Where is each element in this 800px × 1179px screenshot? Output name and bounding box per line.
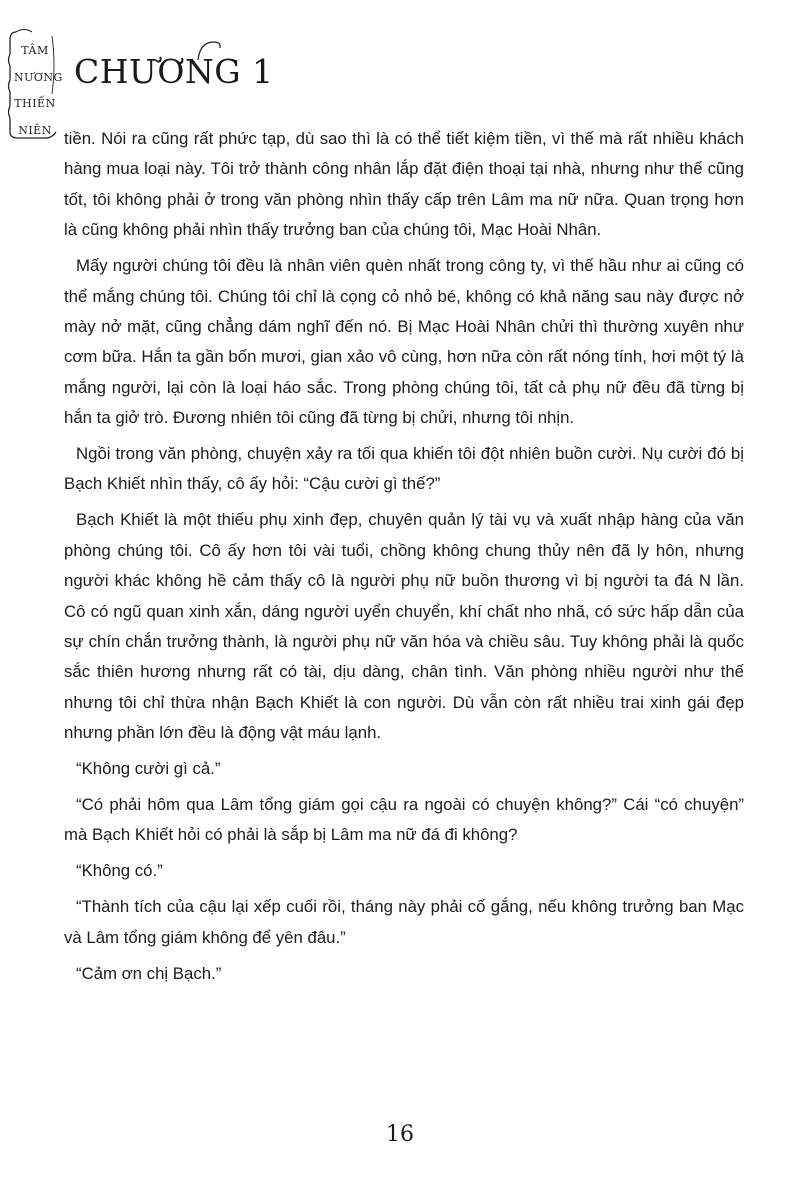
dialogue-line: “Thành tích của cậu lại xếp cuối rồi, tháng này phải cố gắng, nếu không trưởng ban Mạc và Lâm tổng giám không để yên đâu.” bbox=[64, 897, 744, 947]
paragraph: Mấy người chúng tôi đều là nhân viên quèn nhất trong công ty, vì thế hầu như ai cũng có thể mắng chúng tôi. Chúng tôi chỉ là cọng cỏ nhỏ bé, không có khả năng sau này được nở mày nở mặt, cũng chẳng dám nghĩ đến nó. Bị Mạc Hoài Nhân chửi thì thường xuyên như cơm bữa. Hắn ta gần bốn mươi, gian xảo vô cùng, hơn nữa còn rất nóng tính, hơi một tý là mắng người, lại còn là loại háo sắc. Trong phòng chúng tôi, tất cả phụ nữ đều đã từng bị hắn ta giở trò. Đương nhiên tôi cũng đã từng bị chửi, nhưng tôi nhịn. bbox=[64, 256, 744, 428]
paragraph: tiền. Nói ra cũng rất phức tạp, dù sao thì là có thể tiết kiệm tiền, vì thế mà rất nhiều khách hàng mua loại này. Tôi trở thành công nhân lắp đặt điện thoại tại nhà, nhưng như thế cũng tốt, tôi không phải ở trong văn phòng nhìn thấy cấp trên Lâm ma nữ nữa. Quan trọng hơn là cũng không phải nhìn thấy trưởng ban của chúng tôi, Mạc Hoài Nhân. bbox=[64, 129, 744, 240]
dialogue-line: “Không cười gì cả.” bbox=[76, 759, 221, 779]
stamp-line-1: TÂM bbox=[21, 44, 49, 57]
dialogue-line: “Không có.” bbox=[76, 861, 163, 881]
chapter-body bbox=[64, 124, 744, 994]
page-number: 16 bbox=[386, 1122, 414, 1147]
stamp-line-4: NIÊN bbox=[18, 124, 52, 137]
stamp-line-3: THIẾN bbox=[14, 97, 56, 110]
paragraph: Bạch Khiết là một thiếu phụ xinh đẹp, chuyên quản lý tài vụ và xuất nhập hàng của văn phòng chúng tôi. Cô ấy hơn tôi vài tuổi, chồng không chung thủy nên đã ly hôn, nhưng người khác không hề cảm thấy cô là người phụ nữ buồn thương vì bị người ta đá N lần. Cô có ngũ quan xinh xắn, dáng người uyển chuyển, khí chất nho nhã, có sức hấp dẫn của sự chín chắn trưởng thành, là người phụ nữ văn hóa và chiều sâu. Tuy không phải là quốc sắc thiên hương nhưng rất có tài, dịu dàng, chân tình. Văn phòng nhiều người như thế nhưng tôi chỉ thừa nhận Bạch Khiết là con người. Dù vẫn còn rất nhiều trai xinh gái đẹp nhưng phần lớn đều là động vật máu lạnh. bbox=[64, 510, 744, 743]
paragraph: Ngồi trong văn phòng, chuyện xảy ra tối qua khiến tôi đột nhiên buồn cười. Nụ cười đó bị Bạch Khiết nhìn thấy, cô ấy hỏi: “Cậu cười gì thế?” bbox=[64, 444, 744, 494]
swirl-ornament-icon bbox=[194, 36, 224, 66]
dialogue-line: “Cảm ơn chị Bạch.” bbox=[76, 963, 222, 983]
dialogue-line: “Có phải hôm qua Lâm tổng giám gọi cậu ra ngoài có chuyện không?” Cái “có chuyện” mà Bạch Khiết hỏi có phải là sắp bị Lâm ma nữ đá đi không? bbox=[64, 795, 744, 845]
series-stamp bbox=[6, 24, 63, 142]
stamp-line-2: NƯƠNG bbox=[14, 71, 63, 84]
chapter-title: CHƯƠNG 1 bbox=[74, 52, 274, 91]
